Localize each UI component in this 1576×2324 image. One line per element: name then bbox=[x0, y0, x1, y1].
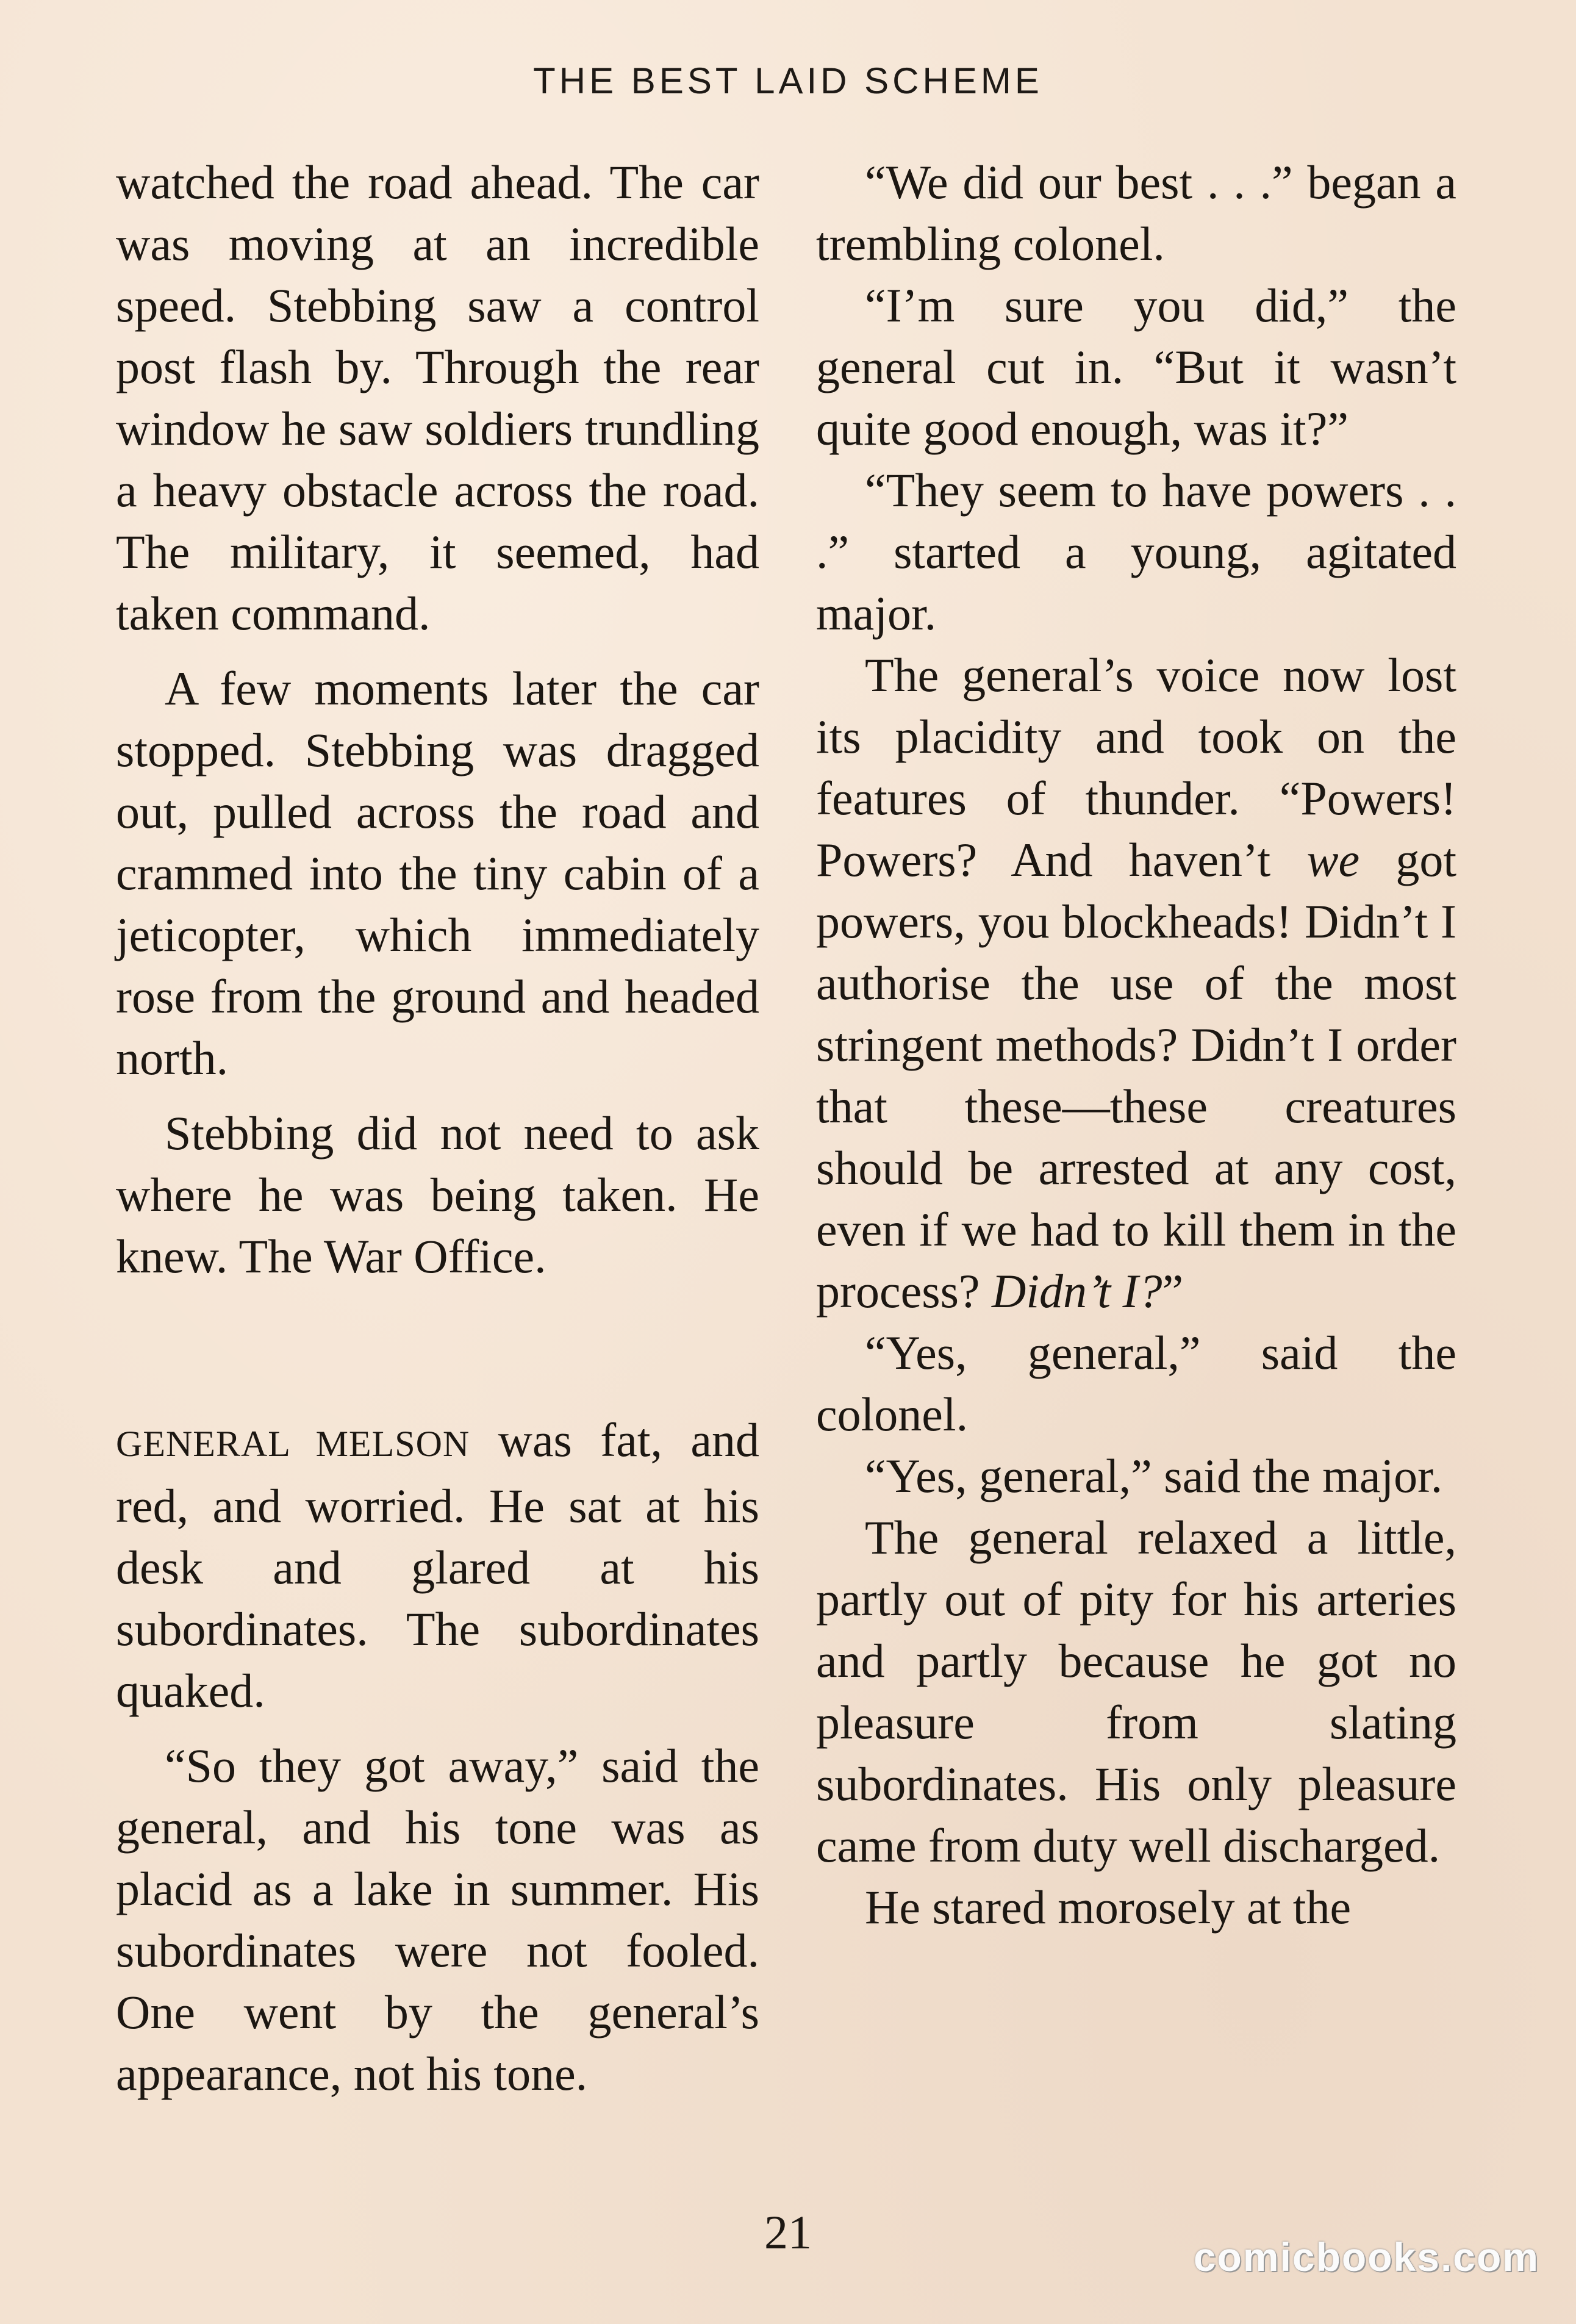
section-opening-paragraph bbox=[116, 1409, 759, 1721]
paragraph-text: got powers, you blockheads! Didn’t I authorise the use of the most stringent methods? Didn’t I order that these—these creatures should be arrested at any cost, even if we had to kill them in the process? bbox=[816, 833, 1457, 1318]
left-column bbox=[116, 151, 759, 2104]
paragraph bbox=[816, 644, 1456, 1322]
paragraph: watched the road ahead. The car was moving at an incredible speed. Stebbing saw a control post flash by. Through the rear window he saw soldiers trundling a heavy obstacle across the road. The military, it seemed, had taken command. bbox=[116, 156, 759, 640]
closing-quote: ” bbox=[1162, 1264, 1184, 1318]
paragraph-text: was fat, and red, and worried. He sat at his desk and glared at his subordinates. The subordinates quaked. bbox=[116, 1413, 759, 1717]
emphasis-text: Didn’t I? bbox=[992, 1264, 1162, 1318]
paragraph: “They seem to have powers . . .” started a young, agitated major. bbox=[816, 464, 1456, 640]
paragraph: “Yes, general,” said the major. bbox=[865, 1449, 1443, 1502]
paragraph: “We did our best . . .” began a trembling colonel. bbox=[816, 156, 1456, 270]
emphasis-text: we bbox=[1306, 833, 1360, 886]
paragraph: “Yes, general,” said the colonel. bbox=[816, 1326, 1456, 1441]
running-title: THE BEST LAID SCHEME bbox=[533, 60, 1043, 101]
paragraph-text: The general’s voice now lost its placidity and took on the features of thunder. “Powers! Powers? And haven’t bbox=[816, 648, 1456, 886]
paragraph: Stebbing did not need to ask where he was being taken. He knew. The War Office. bbox=[116, 1106, 759, 1283]
right-column bbox=[816, 151, 1456, 1938]
paragraph: A few moments later the car stopped. Stebbing was dragged out, pulled across the road and crammed into the tiny cabin of a jeticopter, which immediately rose from the ground and headed north. bbox=[116, 662, 759, 1085]
paragraph: He stared morosely at the bbox=[865, 1881, 1352, 1934]
page-number: 21 bbox=[764, 2206, 812, 2259]
watermark-logo: comicbooks.com bbox=[1193, 2234, 1539, 2279]
paragraph: “I’m sure you did,” the general cut in. “But it wasn’t quite good enough, was it?” bbox=[816, 279, 1456, 455]
paragraph: The general relaxed a little, partly out of pity for his arteries and partly because he got no pleasure from slating subordinates. His only pleasure came from duty well discharged. bbox=[816, 1511, 1456, 1872]
paragraph: “So they got away,” said the general, and his tone was as placid as a lake in summer. His subordinates were not fooled. One went by the general’s appearance, not his tone. bbox=[116, 1739, 759, 2100]
character-name-smallcaps: GENERAL MELSON bbox=[116, 1424, 470, 1464]
